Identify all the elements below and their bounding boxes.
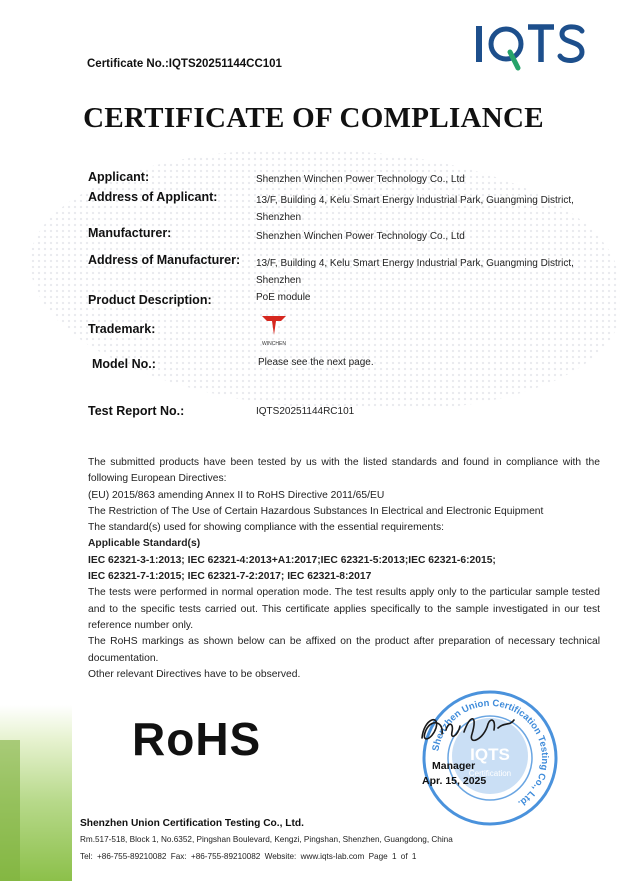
product-description-label: Product Description:: [88, 293, 212, 307]
stamp-ring-text: Shenzhen Union Certification Testing Co., Ltd.: [430, 697, 551, 809]
decorative-green-bar: [0, 740, 20, 881]
model-number-value: Please see the next page.: [258, 357, 374, 368]
standards-line-1: IEC 62321-3-1:2013; IEC 62321-4:2013+A1:2017;IEC 62321-5:2013;IEC 62321-6:2015;: [88, 554, 496, 566]
address-applicant-value-line1: 13/F, Building 4, Kelu Smart Energy Industrial Park, Guangming District,: [256, 195, 574, 206]
applicant-label: Applicant:: [88, 170, 150, 184]
model-number-label: Model No.:: [92, 357, 156, 371]
standards-intro: The standard(s) used for showing compliance with the essential requirements:: [88, 522, 444, 534]
manager-title: Manager: [432, 760, 476, 772]
stamp-sub-text: Certification: [468, 769, 512, 778]
compliance-statement: [88, 455, 600, 683]
address-manufacturer-value-line1: 13/F, Building 4, Kelu Smart Energy Industrial Park, Guangming District,: [256, 258, 574, 269]
statement-intro: The submitted products have been tested by us with the listed standards and found in compliance with the following European Directives:: [88, 457, 600, 485]
manufacturer-value: Shenzhen Winchen Power Technology Co., Ltd: [256, 231, 465, 242]
issue-date: Apr. 15, 2025: [422, 775, 487, 787]
winchen-logo-icon: [261, 314, 287, 336]
page-title: CERTIFICATE OF COMPLIANCE: [83, 102, 544, 134]
trademark-text: WINCHEN: [262, 341, 286, 347]
address-applicant-label: Address of Applicant:: [88, 190, 218, 204]
address-manufacturer-label: Address of Manufacturer:: [88, 253, 241, 267]
standards-line-2: IEC 62321-7-1:2015; IEC 62321-7-2:2017; IEC 62321-8:2017: [88, 571, 372, 583]
directive-title: The Restriction of The Use of Certain Hazardous Substances In Electrical and Electronic Equipment: [88, 505, 544, 517]
iqts-logo-letters: [476, 26, 582, 68]
rohs-mark: RoHS: [132, 713, 262, 765]
manufacturer-label: Manufacturer:: [88, 226, 172, 240]
applicant-value: Shenzhen Winchen Power Technology Co., Ltd: [256, 174, 465, 185]
manager-signature: [414, 700, 524, 760]
footer-address: Rm.517-518, Block 1, No.6352, Pingshan Boulevard, Kengzi, Pingshan, Shenzhen, Guangdong, China: [80, 835, 453, 844]
certificate-number: Certificate No.:IQTS20251144CC101: [87, 58, 282, 70]
address-manufacturer-value-line2: Shenzhen: [256, 275, 302, 286]
test-report-value: IQTS20251144RC101: [256, 406, 355, 417]
address-applicant-value-line2: Shenzhen: [256, 212, 302, 223]
test-report-label: Test Report No.:: [88, 404, 185, 418]
trademark-label: Trademark:: [88, 322, 156, 336]
applicable-standards-heading: Applicable Standard(s): [88, 538, 201, 550]
stamp-center-text: IQTS: [470, 745, 510, 764]
footer-company: Shenzhen Union Certification Testing Co., Ltd.: [80, 818, 304, 829]
product-description-value: PoE module: [256, 292, 311, 303]
trademark-logo: [258, 314, 290, 347]
footer-contact: Tel: +86-755-89210082 Fax: +86-755-89210082 Website: www.iqts-lab.com Page 1 of 1: [80, 852, 417, 861]
test-mode-statement: The tests were performed in normal operation mode. The test results apply only to the particular sample tested and to the specific tests carried out. This certificate applies specifically to the sample investigated in our test reference number only.: [88, 587, 600, 631]
iqts-logo: [470, 18, 590, 80]
directive-reference: (EU) 2015/863 amending Annex II to RoHS Directive 2011/65/EU: [88, 489, 385, 501]
marking-statement: The RoHS markings as shown below can be affixed on the product after preparation of necessary technical documentation.: [88, 636, 600, 664]
other-directives-statement: Other relevant Directives have to be observed.: [88, 668, 301, 680]
